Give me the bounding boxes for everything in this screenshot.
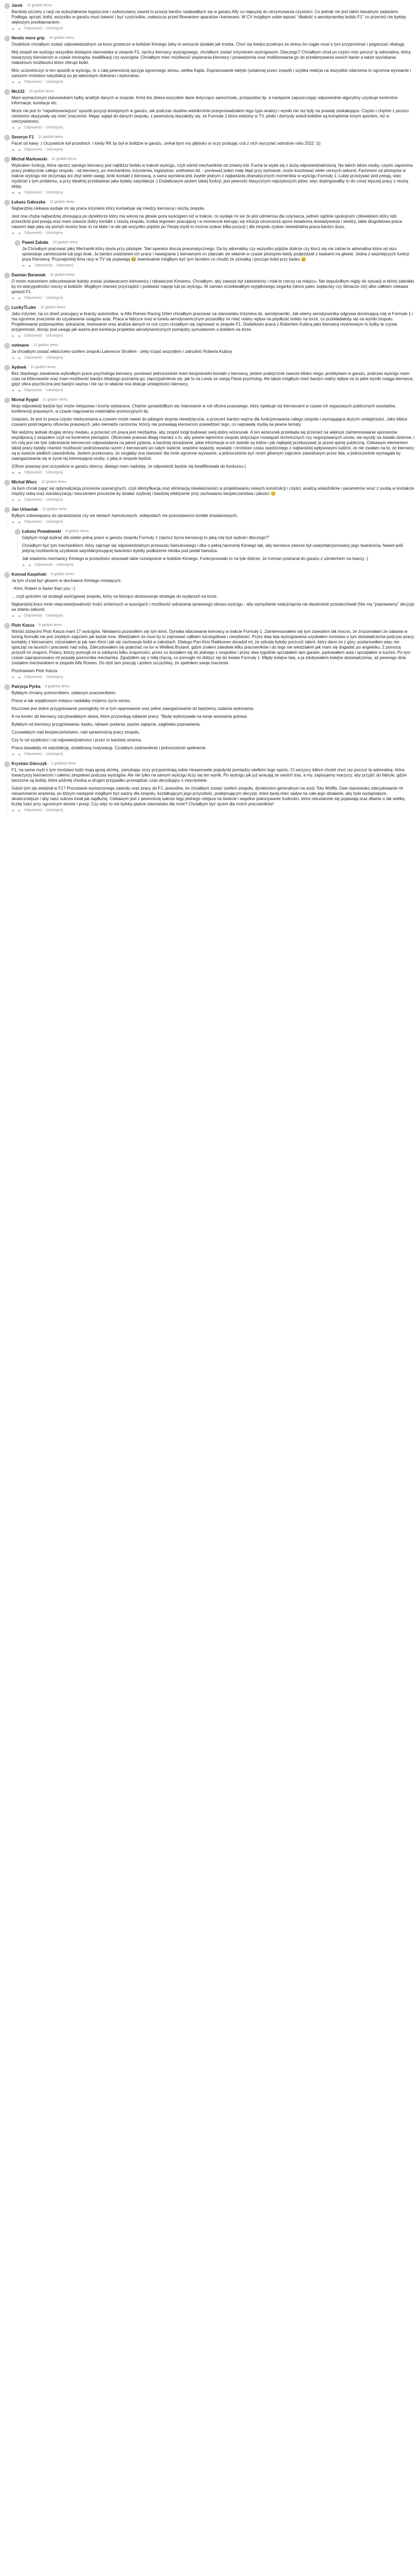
comment-author[interactable]: Aydeek — [12, 365, 27, 370]
comment-header — [4, 479, 415, 486]
comment-paragraph: Bardziej szczery z racji na wykształcenie logistyczne i wykonywany zawód to proszę bardzo nadawałbym się w garażu Alfy co najwyżej do utrzymywania czystości. Co jednak nie jest takim banalnym zadaniem. Podłoga, sprzęt, bolid, wszystko w garażu musi świecić i być czyściutkie, zwłaszcza przed filowaniem aparatów i kamerami. W CV mógłbym sobie wpisać "dbałość o aerodynamikę bolidu F1" co przecież nie byłoby większym przekłamaniem. — [12, 9, 406, 25]
comment-timestamp[interactable]: 10 godzin temu — [29, 90, 54, 93]
reply-button[interactable]: Odpowiedz — [24, 80, 43, 84]
comment-actions — [12, 498, 415, 502]
comment-paragraph: Nie widzimy jednak drugiej strony medalu, a przecież ich praca jest niezbędna, aby zespół mógł budować swój dobry wizerunek. A ten wizerunek przekłada się przecież na większe zainteresowanie sponsorów współpracą z zespołem czyli na konkretne pieniądze. Oficerowie prasowi dbają również o to, aby pewne tajemnice zespołu dotyczące rozwiązań technicznych czy negocjowanych umów, nie wyszły na światło dzienne, i ich rolą jest nie tyle zabranianie kierowcom odpowiadania na jakieś pytania, a bardziej doradzanie, jakie informacje w ich świetle są trafne i jak najlepiej przekazywać je przed opinię publiczną. Ciekawym elementem takiej pracy byłaby również możliwość podróżowania razem z kierowcami po całym świecie, wspólne wyjazdy, wywiady i mnóstwo czasu spędzonego z najbardziej wpływowymi ludźmi, ze nie zwalam na to, że kierowcy są w świecie wielkich zawodników. Jestem przekonany, że mogłaby ona stanowić dla mnie ogromne wyzwanie, a jednocześnie być moim głównym zajęciem zawodowym przez lata, a jednocześnie wymagała by zaangażowania się w życie tej interesującej osoby, z jaką w zespole będzie. — [12, 430, 415, 461]
comment-body — [12, 404, 415, 469]
downvote-icon[interactable] — [18, 809, 21, 812]
thread-line[interactable] — [17, 246, 18, 269]
avatar[interactable] — [4, 397, 10, 403]
comment — [4, 760, 415, 816]
downvote-icon[interactable] — [18, 232, 21, 235]
comment-paragraph: Facet od kawy :) Oczywiście kół przednich. I kiedy RK by był w bolidzie w garażu, zerkał bym mu głęboko w oczy probując coś z nich wyczytać odnośnie roku 2022 :))) — [12, 141, 321, 146]
comment — [4, 505, 415, 527]
downvote-icon[interactable] — [18, 471, 21, 475]
comment — [4, 304, 415, 341]
downvote-icon[interactable] — [18, 81, 21, 84]
comment — [4, 341, 415, 363]
comment-timestamp[interactable]: 11 godzin temu — [27, 4, 52, 7]
comment-author[interactable]: Needs more grip — [12, 36, 45, 40]
upvote-icon[interactable] — [12, 81, 15, 84]
avatar[interactable] — [4, 135, 10, 141]
comment-paragraph: Gdzie tym się wiedział w F1? Pozostanie wymarzonego zawodu oraz pracy do F1, powodów, że chciałbym zostać szefem zespołu, dyrektorem generalnym na wzór Toto Wolffa. Owe stanowisko zdecydowanie mi niesamowicie wrażenia, po którym następne mógłbym być ważny dla zespołu, kształtującym jego przyszłość, podejmującym decyzje, które będą mieć wpływ na całe jego działanie, aby było wydajniejsze, skuteczniejsze i aby nasz sukces trwał jak najdłużej. Ciekawym jest z pewnością sukces tego jednego miejsca na świecie i wspólne pokonywanie trudności, które nieustannie się pojawiają oraz dbanie o tak wielką liczbę ludzi przy ogromnym stresie i presji. Czy więc to nie byłoby piękne stanowisko dla mnie? Chciałbym być ojcem dla moich pracowników! — [12, 786, 405, 806]
comment-paragraph: Jako inżynier, na co dzień pracujący w branży automotive, w Alfa Romeo Racing Orlen chciałbym pracować na stanowisku Inżyniera ds. aerodynamiki. Jak wiemy aerodynamika odgrywa dominującą rolę w Formule 1 i ma ogromne znaczenie do uzyskiwania osiągów auta. Praca w fabryce oraz w tunelu aerodynamicznym pozwoliłby mi mieć realny wpływ na prędkość bolidu na torze, co przekładałoby się na wyniki zespołu. Projektowanie podzespołów, wdrażanie, testowanie oraz analiza danych to coś czym chciałbym się zajmować w zespole F1. Dodatkowo praca z Robertem Kubicą jako kierowcą rezerwowym to byłby ta czysta przyjemność, biorąc pod uwagę jak ważna jest korelacja projektów aerodynamicznych pomiędzy symulatorem a bolidem na torze. — [12, 311, 413, 332]
downvote-icon[interactable] — [18, 27, 21, 30]
comment-timestamp[interactable]: 11 godzin temu — [38, 135, 63, 139]
share-button[interactable]: Udostępnij — [46, 675, 63, 679]
comment-author[interactable]: Łukasz Powałowski — [22, 529, 61, 534]
separator-dot: · — [62, 530, 64, 533]
comment-author[interactable]: Patrycja Pyrka — [12, 684, 41, 689]
avatar[interactable] — [4, 200, 10, 206]
downvote-icon[interactable] — [18, 335, 21, 338]
comment-header — [4, 364, 415, 371]
comment — [4, 683, 415, 760]
comment — [4, 133, 415, 155]
share-button[interactable]: Udostępnij — [56, 563, 74, 567]
comment-author[interactable]: notmane — [12, 343, 29, 348]
avatar[interactable] — [4, 365, 10, 371]
comment-header — [4, 199, 415, 206]
reply-button[interactable]: Odpowiedz — [35, 263, 53, 267]
comment — [15, 527, 415, 570]
comment-timestamp[interactable]: 11 godzin temu — [33, 343, 59, 347]
comment-paragraph: Pozdrawiam Piotr Kasza — [12, 669, 58, 673]
comment-paragraph: Jest ona chyba najbardziej stresująca po dyrektorze który ma wiecej na głowie poza wyscigiem niż w trakcie, co wydaje mi sie że jest odmienna dla rutyniarza, jedneri ogólnie spokojnym człowiekiem który lubi przeszkód pod presją oraz mam zawsze dobry kontakt z resztą zespołu, trzeba tegowiec pracującej i w momencie kierując się intuicja otrzeciorza spora świadoma dowiadywania i wiedzy, takie dlugofalowa praca nawzeri daje jaka się pomyli musisz brac to na klate i w ale jak wszystko pójdzie po Twojej myśli to można zyskac kilka pozycji ( dla zespołu zyskac niewidzialna praca bardzo duzo. — [12, 214, 402, 229]
comment-timestamp[interactable]: 10 godzin temu — [49, 36, 74, 40]
share-button[interactable]: Udostępnij — [56, 263, 74, 267]
downvote-icon[interactable] — [18, 676, 21, 679]
comment-paragraph: Chciałbym być tym mechanikiem, który zajmuje się odpowiedzialnym przewodu hamulcowego i dba o pełną harmonię Kimiego tak, aby kierowca zawsze był usatysfakcjonowany jego twardością. Nawet jeśli jedyną możliwością uzyskania satysfakcjonującej twardości byłoby podłożenie nitotka pod pedał hamulca. — [22, 543, 403, 553]
comment — [4, 198, 415, 239]
comment-paragraph: Praca dawałaby mi satysfakcję, dodatkową motywację. Czułabym zadowolenie i jednocześnie spełnienie. — [12, 746, 207, 750]
comment — [4, 2, 415, 34]
thread-line[interactable] — [17, 535, 18, 568]
comment-body — [12, 578, 415, 612]
comment-header — [4, 156, 415, 163]
share-button[interactable]: Udostępnij — [46, 498, 63, 502]
comment-body — [12, 279, 415, 295]
separator-dot: · — [48, 762, 50, 766]
comment-paragraph: A na koniec do kierowcy zacytowałabym słowa, które przywołują oddanie pracy: "Będę wykonywała na twoje wezwania gotowa. — [12, 714, 248, 719]
share-button[interactable]: Udostępnij — [46, 470, 63, 475]
comment-paragraph: O moim marzeniem zdecydowanie byłoby zostać podawaczem kierownicy i rękawiczek Kimiemu. Chciałbym, aby zawsze był zadowolony i miał te rzeczy na miejscu. Nie dopuściłbym nigdy do sytuacji w której zabrakło by mi wiarygodności rzeczy w bolidzie. Mógłbym również przyrządzić i podawać napoje lub po wyścigu. W zamian oczekiwałbym wyjątkowego zegarka (skoro palec zapłaciwy czy ślimacze niż) albo całkiem ciekawa gwiazd F1. — [12, 279, 414, 294]
comment — [4, 621, 415, 683]
comment-author[interactable]: Jan Urbaniak — [12, 507, 38, 512]
comment-header — [4, 572, 415, 578]
comment-body — [12, 95, 415, 124]
avatar[interactable] — [4, 343, 10, 349]
downvote-icon[interactable] — [18, 357, 21, 360]
share-button[interactable]: Udostępnij — [46, 355, 63, 360]
separator-dot: · — [28, 365, 29, 369]
comment — [4, 271, 415, 304]
share-button[interactable]: Udostępnij — [46, 808, 63, 812]
comment-actions — [12, 752, 415, 757]
downvote-icon[interactable] — [18, 191, 21, 195]
comment-paragraph: Bez zbędnego zawahania wybrałbym prace psychologa kierowcy, ponieważ jednocześnie mam bezpośredni kontakt z kierowcą, jestem praktycznie zawsze blisko niego, przebywam w garażu, podczas wyścigu mam czas na kibicowanie oraz mam możliwość bardzo bliskiego poznania go; zaprzyjaźnienia się, jak to na Lewis ze swoją Pania psycholog. Ale także mógłbym mieć bardzo realny wpływ na to jakie wyniki osiąga kierowca, gdyż sfera psychiczna jest bardzo ważna i nie raz to właśnie ona blokuje umiejętności kierowcy. — [12, 371, 414, 386]
comment-header — [4, 134, 415, 141]
upvote-icon[interactable] — [12, 335, 15, 338]
comment-paragraph: ... czyli gościem od strategii wyścigowej zespołu, który na bieżąco dostosowuje strategię do wydarzeń na torze. — [12, 594, 218, 599]
comment-paragraph: Móc uczestniczyć w ten sposób w wyścigu, to z całą pewnością sprzyja ogromnego stresu, wielka frajda. Dopracowanie taktyki (ustalonej przez zespół) i szybka reakcja na wszystkie zdarzenia to ogromna wyzwanie i zarazem mnóstwo satysfakcji po jej właściwym dobraniu i wykonaniu. — [12, 68, 411, 78]
separator-dot: · — [37, 306, 39, 309]
avatar[interactable] — [4, 305, 10, 311]
reply-button[interactable]: Odpowiedz — [24, 125, 43, 130]
upvote-icon[interactable] — [12, 297, 15, 300]
upvote-icon[interactable] — [12, 753, 15, 756]
downvote-icon[interactable] — [28, 564, 31, 567]
upvote-icon[interactable] — [12, 389, 15, 392]
comment-paragraph: Kluczowe jest dobre przygotowanie pomogłoby mi w tym opanowanie oraz pełne zaangażowanie do będziemy zadania wykonania. — [12, 706, 255, 711]
comment-author[interactable]: Michał Markowski — [12, 157, 48, 161]
comment-paragraph: Najbardziej kręci mnie nieprzewidywalność trości zmiennych w wyscigach i możliwość wdrażania sprawnego obrazu wyścigu - aby wymyślanie nadużciąrnia nie dwukrotnie przesłuchiwali (Nie ma "poprawiamy" decyzje sa zdaniu sekund. — [12, 602, 415, 612]
downvote-icon[interactable] — [28, 264, 31, 267]
comment-body — [22, 246, 415, 262]
comment-header — [4, 622, 415, 629]
reply-button[interactable]: Odpowiedz — [24, 520, 43, 524]
avatar[interactable] — [4, 684, 10, 690]
separator-dot: · — [47, 200, 48, 204]
reply-button[interactable]: Odpowiedz — [24, 675, 43, 679]
share-button[interactable]: Udostępnij — [46, 231, 63, 235]
avatar[interactable] — [4, 157, 10, 163]
separator-dot: · — [46, 36, 48, 40]
downvote-icon[interactable] — [18, 521, 21, 524]
reply-button[interactable]: Odpowiedz — [24, 26, 43, 30]
reply-button[interactable]: Odpowiedz — [24, 296, 43, 300]
avatar[interactable] — [4, 572, 10, 578]
share-button[interactable]: Udostępnij — [46, 333, 63, 338]
avatar[interactable] — [4, 761, 10, 767]
separator-dot: · — [35, 135, 37, 139]
comment-author[interactable]: Konrad Karpiński — [12, 572, 47, 577]
comment-actions — [12, 355, 415, 360]
comment-author[interactable]: LuckyTLuke — [12, 305, 36, 310]
comment-body — [22, 535, 415, 562]
comment-actions — [12, 26, 415, 31]
reply-button[interactable]: Odpowiedz — [24, 231, 43, 235]
comment-header — [4, 684, 415, 690]
comment-header — [4, 305, 415, 311]
separator-dot: · — [49, 157, 50, 161]
comment-paragraph: Czuwałabym nad bezpieczeństwem, nad sprawnością pracy zespołu. — [12, 730, 140, 735]
upvote-icon[interactable] — [22, 564, 25, 567]
comment-header — [4, 272, 415, 278]
comment-paragraph: Byłbym zobowiązany do sprawdzania czy we wlotach hamulcowych, sidepodach nie pozostawiono torebki śniadaniowych. — [12, 513, 238, 518]
comment-body — [12, 691, 415, 751]
comment-paragraph: Najbardziej ciekawa wydaje mi się praca inżyniera który kontaktuje się miedzy kierowcą i resztą zespołu. — [12, 206, 205, 211]
reply-button[interactable]: Odpowiedz — [24, 808, 43, 812]
avatar[interactable] — [4, 623, 10, 629]
comment-paragraph: Może nie jest to "najseksowniejsza" sposób pozycji dostępnych w garażu, ale podczas studiów wielokrotnie przeprowadzałem tego typu analizy i wyniki nie raz były na prawdę zaskakujące. Często i chętnie z pozoru nieistotne okazywały się mieć znaczenie. Mając wgląd do danych zespołu, z pewnością okazałoby się, że Formuła 1 która widzimy w TV, plotki i domysły wokół bolidów są kompletnie innym sportem, niż w rzeczywistości. — [12, 109, 409, 124]
separator-dot: · — [50, 241, 51, 244]
comment-paragraph: Byłabym od kierowcy przygotowania: kasku, rękawic podania, pasów zapięcia, zagłówka poprawiania. — [12, 722, 201, 727]
comment-header — [15, 529, 415, 535]
separator-dot: · — [47, 273, 49, 277]
share-button[interactable]: Udostępnij — [46, 26, 63, 30]
comment-timestamp[interactable]: 11 godzin temu — [40, 306, 65, 309]
comment-timestamp[interactable]: 11 godzin temu — [42, 398, 68, 402]
comment-body — [12, 486, 415, 497]
comment-actions — [12, 520, 415, 524]
downvote-icon[interactable] — [18, 297, 21, 300]
comment-author[interactable]: Piotr Kasza — [12, 623, 35, 628]
comment-paragraph: Ja Chciałbym pracować jako Mechanik który dosta przy pitstopie. Taki operator klucza pneumatycznego. Da by adrenaliny czy wszystko pójdzie dobrze czy klucz się nie zatnie te adrenalina która od razu spowoduje zamieszanie lub jego brak. Ja bardzo podziwiam ich pracę i nawiązania z kierowcami co zdarzało sie właśnie w czasie pitstopów kiedy podjeżdżali z kaskami na głowie. Jedna z ważniejszych funkcji poza Kierowcą. Przynajmniej 6ma razy w TV się pojawiają 😂 ewentualnie mógłbym być tym facetem co chodzi że szmatką i poczuje bolid przy kasku 😄 — [22, 246, 410, 262]
share-button[interactable]: Udostępnij — [46, 520, 63, 524]
comment-header — [4, 35, 415, 41]
comment-paragraph: Uważam, że jest to praca często niedoceniana a czasem może nawet do jakiegoś stopnia niewdzięczna, a przecież bardzo ważna dla funkcjonowania całego zespołu i wymagająca dużych umiejętności. Jako kibice czasami postrzegamy oficerów prasowych, jako niemalże cenzorów, którzy nie pozwalają kierowcom powiedzieć tego, co naprawdę myślą na pewne tematy. — [12, 417, 407, 427]
avatar[interactable] — [4, 3, 10, 9]
comment-actions — [12, 190, 415, 195]
comment-author[interactable]: Krystian Gierczyk — [12, 761, 47, 766]
upvote-icon[interactable] — [12, 676, 15, 679]
comment-header — [4, 397, 415, 403]
upvote-icon[interactable] — [12, 499, 15, 502]
upvote-icon[interactable] — [12, 521, 15, 524]
comment-body — [12, 371, 415, 387]
downvote-icon[interactable] — [18, 753, 21, 756]
avatar[interactable] — [15, 529, 20, 535]
upvote-icon[interactable] — [12, 232, 15, 235]
comment-paragraph: Jak wiadomo mechanicy Kimiego w przeszłości stosowali takie rozwiązanie w bolidzie Kimiego. Funkcjonowało to na tyle dobrze, że Iceman powracał do garażu z uśmiechem na twarzy :) — [22, 556, 368, 561]
comment-timestamp[interactable]: 9 godzin temu — [38, 623, 62, 627]
reply-button[interactable]: Odpowiedz — [24, 752, 43, 756]
comment-paragraph: (Oficer prasowy jest oczywiście w garażu obecny, dlatego mam nadzieję, że odpowiedź będzie się kwalifikowała do konkursu.) — [12, 464, 246, 469]
avatar[interactable] — [4, 89, 10, 95]
avatar[interactable] — [4, 507, 10, 513]
comment-author[interactable]: Łukasz Gałuszka — [12, 200, 46, 204]
comment-timestamp[interactable]: 11 godzin temu — [30, 365, 56, 369]
avatar[interactable] — [4, 480, 10, 486]
upvote-icon[interactable] — [12, 809, 15, 812]
share-button[interactable]: Udostępnij — [46, 296, 63, 300]
reply-button[interactable]: Odpowiedz — [24, 147, 43, 152]
reply-button[interactable]: Odpowiedz — [35, 563, 53, 567]
comment — [4, 155, 415, 198]
reply-button[interactable]: Odpowiedz — [24, 190, 43, 195]
comment-actions — [12, 470, 415, 475]
separator-dot: · — [36, 623, 37, 627]
comment-author[interactable]: Severyn F1 — [12, 135, 34, 139]
comment-paragraph: F1, na sama myśl o tym mnóstwo ludzi mają gęsią skórkę, zamykając oczy przypominają sobie niesamowite pojedynki pomiędzy wielkimi tego sportu. Ci wszyscy kibice chcieli choć raz poczuć tę adrenalinę, która towarzyszy kierowcom i całemu zespołowi podczas wyścigów. Ale nie tylko na samym wyścigu liczy się ten wynik. Po wyścigu jak już wracają ze swoich tras, a my, zapisujemy marzycy, aby przyjść do fabryki, gdzie tworzone są bolidy, które później chodzą w drugim przypadku przesądzać czas decydujący o zwycięstwie. — [12, 768, 407, 783]
reply-button[interactable]: Odpowiedz — [24, 355, 43, 360]
share-button[interactable]: Udostępnij — [46, 125, 63, 130]
comment-author[interactable]: Michał Rygiel — [12, 397, 39, 402]
separator-dot: · — [39, 508, 41, 511]
comment-paragraph: Praca w tak wyjątkowym miejscu nadałaby mojemu życiu sensu. — [12, 698, 131, 703]
comment — [4, 363, 415, 396]
comment-timestamp[interactable]: 10 godzin temu — [52, 241, 78, 244]
comment-body — [12, 349, 415, 354]
comment-body — [12, 141, 415, 146]
comment-author[interactable]: Damian Baraniak — [12, 273, 46, 277]
comment-actions — [12, 808, 415, 813]
comment-actions — [12, 333, 415, 338]
comment-paragraph: Wśród zdzięcimi Piotr Kasza mam 17 wyścigów. Niedawno pozwoliłem się tym kimś. Dyniaka kibicowanie kierowcy w trakcie Formuły 1. Zainteresowałem się tym zawodem tak mocno, że zrozumiałam że zabawa w tuning formułki nie jest zwykłym zajęciem jak każde inne. Wiedziałem że musi by to zajmować całkiem szczegółowa i cierpliwość. Przez dwa lata wyścigowania uzyskałem mnóstwo o tym doświadczenia podczas pracy, kontakty z kierowcami, rozumiałem je jak sam Kimi i jak się zachowuje bolid w zakrętach. Dlatego Pan Kimi Raikkonen doradził mi, że szkoda byłoby porzucić talent, który dano mi z góry, postanowiłem więc nie spocząć na laurach i pracować nad sobą. Zdecydowałem się pojechać na tor w Wielkiej Brytanii, gdzie znałem zaledwie kilku pracowników i do tego nie wiedziałem jak mam się dogadać po angielsku. Z pomocą przyszli mi znajomi, Polacy, którzy pomogli mi w zdobyciu kilku znajomości, przez co dostałem się do jednego z zespołów i przez dwa tygodnie sprzątałem tam garaże, parkowałem auta i sprzątałem w kuchni. Po tym czasie zaproponowano mi posadę pomocnika mechanika. Zgodziłem się z miłą chęcią, co pomogło mi zbliżyć się do świata Formuły 1. Mijały kolejne lata, a ja zdobywałem kolejne doświadczenia, aż pewnego dnia zostałem mechanikiem w zespole Alfa Romeo. Do dziś tam pracuję i jestem szczęśliwy, że spełniłem swoje marzenie. — [12, 629, 415, 665]
comment-actions — [12, 125, 415, 130]
comment-body — [12, 9, 415, 25]
separator-dot: · — [24, 4, 26, 7]
comment-timestamp[interactable]: 11 godzin temu — [42, 508, 67, 511]
upvote-icon[interactable] — [12, 615, 15, 618]
comment-paragraph: Moja odpowiedź będzie być może nietypowa i trochę wybiarana. Chętnie sprawdziłbym się mianowicie w roli oficera prasowego, który opiekuje się kierowcami w czasie ich wyjazowych publicznych wywiadów, konferencji prasowych, w czasie nagrywania materiałów promocyjnych itp. — [12, 404, 396, 414]
comment-header — [4, 89, 415, 95]
separator-dot: · — [26, 90, 28, 93]
share-button[interactable]: Udostępnij — [46, 147, 63, 152]
comment-actions — [12, 675, 415, 680]
share-button[interactable]: Udostępnij — [46, 613, 63, 618]
share-button[interactable]: Udostępnij — [46, 752, 63, 756]
comment-timestamp[interactable]: 11 godzin temu — [49, 200, 75, 204]
comment-actions — [12, 296, 415, 300]
comment — [4, 34, 415, 88]
share-button[interactable]: Udostępnij — [46, 388, 63, 392]
avatar[interactable] — [15, 240, 20, 246]
comment-thread — [0, 0, 419, 817]
comment-actions — [12, 231, 415, 235]
downvote-icon[interactable] — [18, 615, 21, 618]
reply-button[interactable]: Odpowiedz — [24, 498, 43, 502]
comment-body — [12, 163, 415, 189]
comment-actions — [22, 563, 415, 567]
comment-author[interactable]: Jarek — [12, 3, 23, 8]
comment-timestamp[interactable]: 2 godziny temu — [51, 762, 76, 766]
comment-header — [4, 506, 415, 513]
comment-author[interactable]: Paweł Zabała — [22, 240, 49, 245]
separator-dot: · — [42, 685, 43, 688]
upvote-icon[interactable] — [22, 264, 25, 267]
comment-timestamp[interactable]: 9 godzin temu — [51, 573, 74, 576]
separator-dot: · — [38, 480, 40, 484]
comment-paragraph: Osobiście chciałbym zostać odpowiedzialnym za koce grzewcze w bolidzie Kimiego żeby to wreszcie działało jak trzeba. Choć się kiedys przekręci ze stresu bo ciągle musi o tym przypominać i pogarszać obsługę. — [12, 42, 405, 47]
upvote-icon[interactable] — [12, 148, 15, 152]
comment-actions — [22, 263, 415, 268]
comment-actions — [12, 80, 415, 84]
avatar[interactable] — [4, 273, 10, 278]
comment-header — [4, 3, 415, 9]
comment — [15, 239, 415, 271]
reply-button[interactable]: Odpowiedz — [24, 470, 43, 475]
downvote-icon[interactable] — [18, 126, 21, 130]
share-button[interactable]: Udostępnij — [46, 80, 63, 84]
comment-header — [4, 761, 415, 767]
comment-header — [4, 342, 415, 349]
downvote-icon[interactable] — [18, 148, 21, 152]
comment-body — [12, 629, 415, 674]
comment — [4, 570, 415, 621]
downvote-icon[interactable] — [18, 499, 21, 502]
comment-timestamp[interactable]: 3 godziny temu — [45, 685, 70, 688]
comment-paragraph: Ja chciałbym zostać właścicielo-szefem zespołu Lawrence Strollem - żeby trząść wszystkim i zatrudnić Roberta Kubicę — [12, 349, 233, 354]
reply-button[interactable]: Odpowiedz — [24, 388, 43, 392]
comment-paragraph: - Kimi, Robert is faster than you ;-) — [12, 586, 75, 591]
comment-paragraph: Mam wymarzonym stanowiskiem byłby analityk danych w zespole. Kimś kto zbiera wszystkie dane dotyczące samochodu, przejazdów itp. a następnie zapuszczając odpowiednie algorytmy uzyskuje konkretne informacje, korelacje etc. — [12, 95, 398, 105]
comment-paragraph: Ja bym chciał zająć się optymalizacją procesów operacyjnych, czyli identyfikacją oraz eliminacją niewłaściwości w projektowaniu nowych konstrukcji i części, analizą wskaźników i parametrów wraz z osobą w kontakcie między sobą oraz standaryzacją i tworzeniem procesów by działać szybciej i bardziej efektywnie przy zachowaniu bezpieczeństwa i jakości 😊 — [12, 486, 414, 496]
comment-actions — [12, 147, 415, 152]
comment-paragraph: Mój zespół we wyścigu wszystkie dostępne stanowiska w zespole F1, oprócz kierowcy wyścigowego, chciałbym zostać inżynierem wyścigowym. Dlaczego? Chciałbym chod po części móc poczuć tę adrenalinę, którą towarzyszy kierowcom w czasie treningów, kwalifikacji czy wyścigów. Chciałbym mieć możliwość wspierania kierowcy i prowadzenia oraz mobilizowania go do przełamywania swoich barier a także wyciskania maksimum możliwości które oferuje bolid. — [12, 50, 411, 65]
comment-paragraph: Wybrałem funkcję, która oprócz samego kierowcy jest najbliższ bolidu w trakcie wyścigu, czyli wśród mechaników od zmiany kół. Fucha ta wyda się z dużą odpowiedzialnością. Na takich także osoby, często zapomina pracy praktycznie całego zespołu - od kierowcy, po mechaników, inżynierów, logistyków, szefostwo itd. - poniewaź jeden mały błąd przy wymianie, może kosztować wiele cennych sekund. Fachmeni od pitstopów w trakcie wyścigu nie otrzymają ani zbyt wiele uwagi, kinki kontakt z kierowcą, a sama wymiana jest zwykle jednym z najbardziej dramatycznych momentów w wyścigu Formuły 1. Lubię przeżywać pod presją, więc myśliciel z tym problemu, a przy idealnej przeklaskan jaka byłaby satysfakcja :) Dodatkowym atutem takiej funkcji, jest pewność klasycznym najszybszych pitów, więc dopingowałby to do coraz lepszej pracy z resztą ekipy. — [12, 163, 413, 189]
comment-paragraph: Gdybym mógł wybrać dla siebie jedną prace w garażu zespołu Formuły 1 (oprócz bycia kierowcą) to jaką rolę byś wybrał i dlaczego?" — [22, 535, 270, 540]
comment-author[interactable]: Michał Wierz — [12, 480, 37, 484]
comment-timestamp[interactable]: 11 godzin temu — [41, 480, 67, 484]
comment-body — [12, 206, 415, 230]
comment-actions — [12, 388, 415, 393]
reply-button[interactable]: Odpowiedz — [24, 333, 43, 338]
separator-dot: · — [48, 573, 50, 576]
comment-timestamp[interactable]: 11 godzin temu — [50, 273, 75, 277]
comment-body — [12, 311, 415, 332]
comment-paragraph: Ja tym chciał być głosem w słuchawce Kimiego mówiącym: — [12, 578, 122, 583]
upvote-icon[interactable] — [12, 191, 15, 195]
comment-author[interactable]: Mo132 — [12, 89, 25, 94]
comment-timestamp[interactable]: 11 godzin temu — [51, 157, 76, 161]
comment-timestamp[interactable]: 9 godzin temu — [65, 530, 89, 533]
comment-paragraph: Czy to od szybkości i od odpowiedzialności i przez to bardziej stranna. — [12, 738, 142, 742]
separator-dot: · — [40, 398, 41, 402]
comment — [4, 88, 415, 133]
comment-body — [12, 42, 415, 79]
comment-paragraph: Byłabym chciany pomocnikiem, oddanym pracownikiem. — [12, 691, 117, 695]
comment-header — [15, 240, 415, 246]
comment-body — [12, 768, 415, 807]
reply-button[interactable]: Odpowiedz — [24, 613, 43, 618]
comment-actions — [12, 613, 415, 618]
comment — [4, 396, 415, 478]
separator-dot: · — [30, 343, 32, 347]
comment — [4, 478, 415, 505]
comment-body — [12, 513, 415, 519]
share-button[interactable]: Udostępnij — [46, 190, 63, 195]
upvote-icon[interactable] — [12, 27, 15, 30]
avatar[interactable] — [4, 36, 10, 41]
upvote-icon[interactable] — [12, 471, 15, 475]
upvote-icon[interactable] — [12, 357, 15, 360]
downvote-icon[interactable] — [18, 389, 21, 392]
upvote-icon[interactable] — [12, 126, 15, 130]
